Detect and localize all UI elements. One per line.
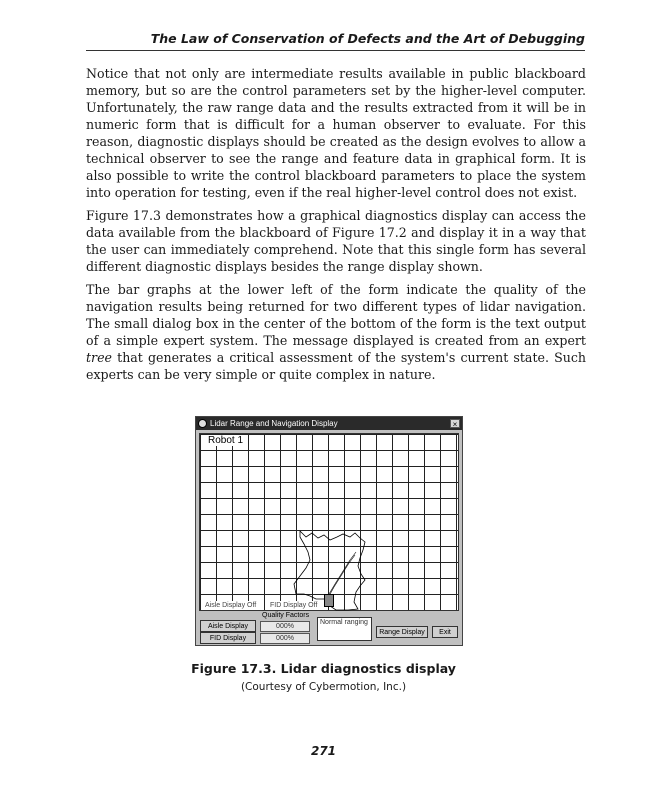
page-number: 271 <box>310 744 337 758</box>
expert-message-box: Normal ranging <box>317 617 372 641</box>
range-display-button[interactable]: Range Display <box>376 626 428 638</box>
fid-display-button[interactable]: FID Display <box>200 632 256 644</box>
scan-ray-2 <box>329 555 355 596</box>
figure-credit: (Courtesy of Cybermotion, Inc.) <box>240 681 407 693</box>
aisle-display-off-label: Aisle Display Off <box>205 602 257 609</box>
window-title: Lidar Range and Navigation Display <box>210 419 338 428</box>
paragraph-2: Figure 17.3 demonstrates how a graphical diagnostics display can access the data available from the blackboard of Figure 17.2 and display it in a way that the user can immediately comprehend. Note that this single form has several different diagnostic displays besides the range display shown. <box>86 208 586 274</box>
range-plot-svg <box>200 434 460 612</box>
paragraph-3-part-2: that generates a critical assessment of the system's current state. Such experts can be very simple or quite complex in nature. <box>86 350 586 382</box>
running-header: The Law of Conservation of Defects and the Art of Debugging <box>86 31 585 51</box>
paragraph-3 <box>86 281 586 383</box>
app-icon <box>198 419 207 428</box>
figure-caption: Figure 17.3. Lidar diagnostics display <box>191 661 456 676</box>
robot-label: Robot 1 <box>208 435 244 446</box>
close-button[interactable]: × <box>450 419 460 428</box>
robot-icon <box>324 594 334 607</box>
window-titlebar <box>196 417 462 430</box>
fid-quality-value: 000% <box>260 633 310 644</box>
exit-button[interactable]: Exit <box>432 626 458 638</box>
control-panel <box>196 612 462 646</box>
aisle-quality-value: 000% <box>260 621 310 632</box>
range-plot <box>199 433 459 611</box>
lidar-display-window <box>195 416 463 646</box>
quality-factors-label: Quality Factors <box>262 612 310 619</box>
fid-display-off-label: FID Display Off <box>270 602 318 609</box>
paragraph-1: Notice that not only are intermediate results available in public blackboard memory, but so are the control parameters set by the higher-level computer. Unfortunately, the raw range data and the results extracted from it will be in numeric form that is difficult for a human observer to evaluate. For this reason, diagnostic displays should be created as the design evolves to allow a technical observer to see the range and feature data in graphical form. It is also possible to write the control blackboard parameters to place the system into operation for testing, even if the real higher-level control does not exist. <box>86 66 586 200</box>
paragraph-3-part-1: The bar graphs at the lower left of the form indicate the quality of the navigation results being returned for two different types of lidar navigation. The small dialog box in the center of the bottom of the form is the text output of a simple expert system. The message displayed is created from an expert <box>86 282 586 348</box>
body-text <box>86 65 586 389</box>
emphasis-tree: tree <box>86 350 112 365</box>
aisle-display-button[interactable]: Aisle Display <box>200 620 256 632</box>
